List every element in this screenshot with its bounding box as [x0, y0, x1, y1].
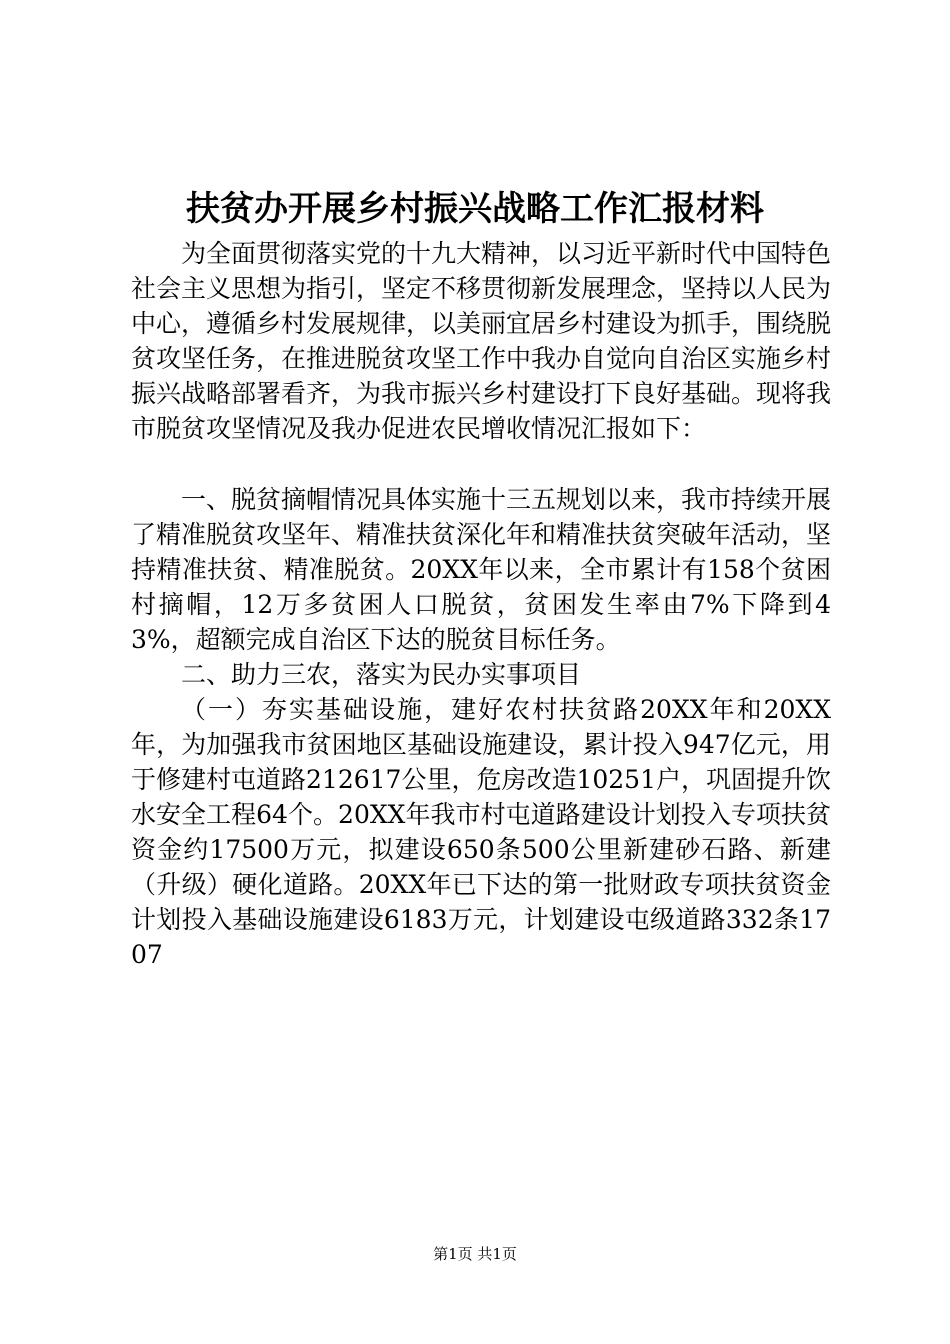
paragraph-intro: 为全面贯彻落实党的十九大精神，以习近平新时代中国特色社会主义思想为指引，坚定不移贯彻新发展理念，坚持以人民为中心，遵循乡村发展规律，以美丽宜居乡村建设为抓手，围绕脱贫攻坚任务，在推进脱贫攻坚工作中我办自觉向自治区实施乡村振兴战略部署看齐，为我市振兴乡村建设打下良好基础。现将我市脱贫攻坚情况及我办促进农民增收情况汇报如下： [131, 239, 832, 443]
paragraph-gap [131, 446, 831, 482]
paragraph-section-two-heading: 二、助力三农，落实为民办实事项目 [181, 660, 582, 689]
paragraph-section-one: 一、脱贫摘帽情况具体实施十三五规划以来，我市持续开展了精准脱贫攻坚年、精准扶贫深化年和精准扶贫突破年活动，坚持精准扶贫、精准脱贫。20XX年以来，全市累计有158个贫困村摘帽，12万多贫困人口脱贫，贫困发生率由7%下降到43%，超额完成自治区下达的脱贫目标任务。 [131, 485, 832, 654]
document-title: 扶贫办开展乡村振兴战略工作汇报材料 [186, 189, 764, 229]
paragraph-subsection-one: （一）夯实基础设施，建好农村扶贫路20XX年和20XX年，为加强我市贫困地区基础设施建设，累计投入947亿元，用于修建村屯道路212617公里，危房改造10251户，巩固提升饮水安全工程64个。20XX年我市村屯道路建设计划投入专项扶贫资金约17500万元，拟建设650条500公里新建砂石路、新建（升级）硬化道路。20XX年已下达的第一批财政专项扶贫资金计划投入基础设施建设6183万元，计划建设屯级道路332条1707 [131, 695, 831, 969]
document-body [131, 236, 831, 972]
page-footer: 第1页 共1页 [433, 1245, 517, 1263]
